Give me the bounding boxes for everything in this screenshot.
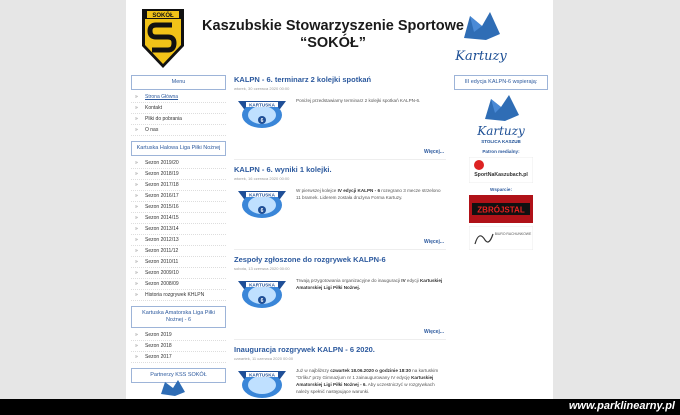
season-link[interactable]: » Sezon 2015/16	[131, 202, 226, 213]
halowa-menu	[131, 158, 226, 301]
page	[126, 0, 553, 415]
read-more-link[interactable]: Więcej...	[424, 239, 444, 245]
season-link[interactable]: » Sezon 2019/20	[131, 158, 226, 169]
sokol-logo[interactable]	[138, 6, 188, 70]
article-title-link[interactable]: KALPN - 6. wyniki 1 kolejki.	[234, 165, 332, 174]
article-excerpt: Trwają przygotowania organizacyjne do inauguracji IV edycji Kartuskiej Amatorskiej Ligi Piłki Nożnej.	[296, 278, 443, 290]
article	[234, 75, 446, 165]
kartuzy-city-logo[interactable]	[471, 93, 531, 145]
season-link[interactable]: » Sezon 2017/18	[131, 180, 226, 191]
season-link[interactable]: » Sezon 2014/15	[131, 213, 226, 224]
watermark-bar	[0, 399, 680, 415]
article-title-link[interactable]: Inauguracja rozgrywek KALPN - 6 2020.	[234, 345, 375, 354]
support-label: Wsparcie:	[490, 187, 512, 192]
site-header	[126, 0, 553, 74]
main-content	[234, 75, 446, 415]
divider	[234, 339, 446, 340]
season-link[interactable]: » Sezon 2011/12	[131, 246, 226, 257]
article	[234, 165, 446, 255]
season-link[interactable]: » Sezon 2013/14	[131, 224, 226, 235]
history-link[interactable]: » Historia rozgrywek KHLPN	[131, 290, 226, 301]
zbrojstal-logo[interactable]	[469, 195, 533, 223]
article-excerpt: W pierwszej kolejce IV edycji KALPN - 6 rozegrano 3 mecze strzelono 11 bramek. Liderem została drużyna Forma Kartuzy.	[296, 188, 441, 200]
site-title	[198, 18, 468, 52]
season-link[interactable]: » Sezon 2009/10	[131, 268, 226, 279]
article-title-link[interactable]: KALPN - 6. terminarz 2 kolejki spotkań	[234, 75, 372, 84]
article-date: sobota, 13 czerwca 2020 00:00	[234, 266, 290, 271]
menu-item-downloads[interactable]: » Pliki do pobrania	[131, 114, 226, 125]
svg-text:BIURO RACHUNKOWE: BIURO RACHUNKOWE	[494, 232, 532, 236]
article-date: wtorek, 30 czerwca 2020 00:00	[234, 86, 290, 91]
sportnakaszubach-logo[interactable]	[469, 157, 533, 183]
amatorska-menu	[131, 330, 226, 363]
site-title-line2: “SOKÓŁ”	[299, 35, 367, 51]
halowa-heading: Kartuska Halowa Liga Piłki Nożnej	[131, 141, 226, 156]
menu-item-home[interactable]: » Strona Główna	[131, 92, 226, 103]
season-link[interactable]: » Sezon 2019	[131, 330, 226, 341]
article-date: czwartek, 11 czerwca 2020 00:00	[234, 356, 294, 361]
partners-heading: Partnerzy KSS SOKÓŁ	[131, 368, 226, 383]
svg-text:STOLICA KASZUB: STOLICA KASZUB	[481, 139, 521, 144]
svg-text:Kartuzy: Kartuzy	[455, 49, 507, 64]
kartuzy-logo[interactable]	[450, 8, 512, 68]
svg-text:6: 6	[260, 208, 264, 214]
svg-text:Kartuzy: Kartuzy	[477, 124, 525, 138]
right-sidebar	[454, 75, 548, 250]
site-title-line1: Kaszubskie Stowarzyszenie Sportowe	[202, 18, 464, 34]
amatorska-heading: Kartuska Amatorska Liga Piłki Nożnej - 6	[131, 306, 226, 328]
patron-label: Patron medialny:	[482, 149, 520, 154]
svg-text:KARTUSKA: KARTUSKA	[249, 372, 275, 378]
svg-text:SOKÓŁ: SOKÓŁ	[152, 13, 174, 19]
season-link[interactable]: » Sezon 2018/19	[131, 169, 226, 180]
svg-text:6: 6	[260, 118, 264, 124]
article	[234, 255, 446, 345]
svg-text:KARTUSKA: KARTUSKA	[249, 102, 275, 108]
read-more-link[interactable]: Więcej...	[424, 329, 444, 335]
left-sidebar	[131, 75, 226, 383]
season-link[interactable]: » Sezon 2018	[131, 341, 226, 352]
menu-heading: Menu	[131, 75, 226, 90]
article-excerpt: Poniżej przedstawiamy terminarz 2 kolejki spotkań KALPN-6.	[296, 98, 421, 103]
svg-text:KARTUSKA: KARTUSKA	[249, 192, 275, 198]
read-more-link[interactable]: Więcej...	[424, 149, 444, 155]
main-menu	[131, 92, 226, 136]
article-date: wtorek, 16 czerwca 2020 00:00	[234, 176, 290, 181]
divider	[234, 159, 446, 160]
kalpn6-badge-image	[234, 185, 290, 219]
season-link[interactable]: » Sezon 2016/17	[131, 191, 226, 202]
kalpn6-badge-image	[234, 275, 290, 309]
season-link[interactable]: » Sezon 2017	[131, 352, 226, 363]
menu-item-about[interactable]: » O nas	[131, 125, 226, 136]
svg-text:ZBRÓJSTAL: ZBRÓJSTAL	[477, 205, 525, 215]
divider	[234, 249, 446, 250]
kalpn6-badge-image	[234, 365, 290, 399]
season-link[interactable]: » Sezon 2012/13	[131, 235, 226, 246]
season-link[interactable]: » Sezon 2008/09	[131, 279, 226, 290]
article-excerpt: Już w najbliższy czwartek 18.06.2020 o godzinie 18:30 na kartuskim "Orliku" przy Gimnazjum nr 1 zainaugurowany IV edycję Kartuskiej Amatorskiej Ligi Piłki Nożnej - 6. Aby uczestniczyć w rozgrywkach należy spełnić następujące warunki.	[296, 368, 439, 394]
article-title-link[interactable]: Zespoły zgłoszone do rozgrywek KALPN-6	[234, 255, 386, 264]
svg-text:SportNaKaszubach.pl: SportNaKaszubach.pl	[474, 172, 528, 178]
watermark-text: www.parklinearny.pl	[568, 400, 675, 412]
kalpn6-badge-image	[234, 95, 290, 129]
biuro-rachunkowe-logo[interactable]	[469, 226, 533, 250]
svg-text:KARTUSKA: KARTUSKA	[249, 282, 275, 288]
menu-item-contact[interactable]: » Kontakt	[131, 103, 226, 114]
svg-text:6: 6	[260, 298, 264, 304]
edition-supporters-heading: III edycja KALPN-6 wspierają:	[454, 75, 548, 90]
season-link[interactable]: » Sezon 2010/11	[131, 257, 226, 268]
